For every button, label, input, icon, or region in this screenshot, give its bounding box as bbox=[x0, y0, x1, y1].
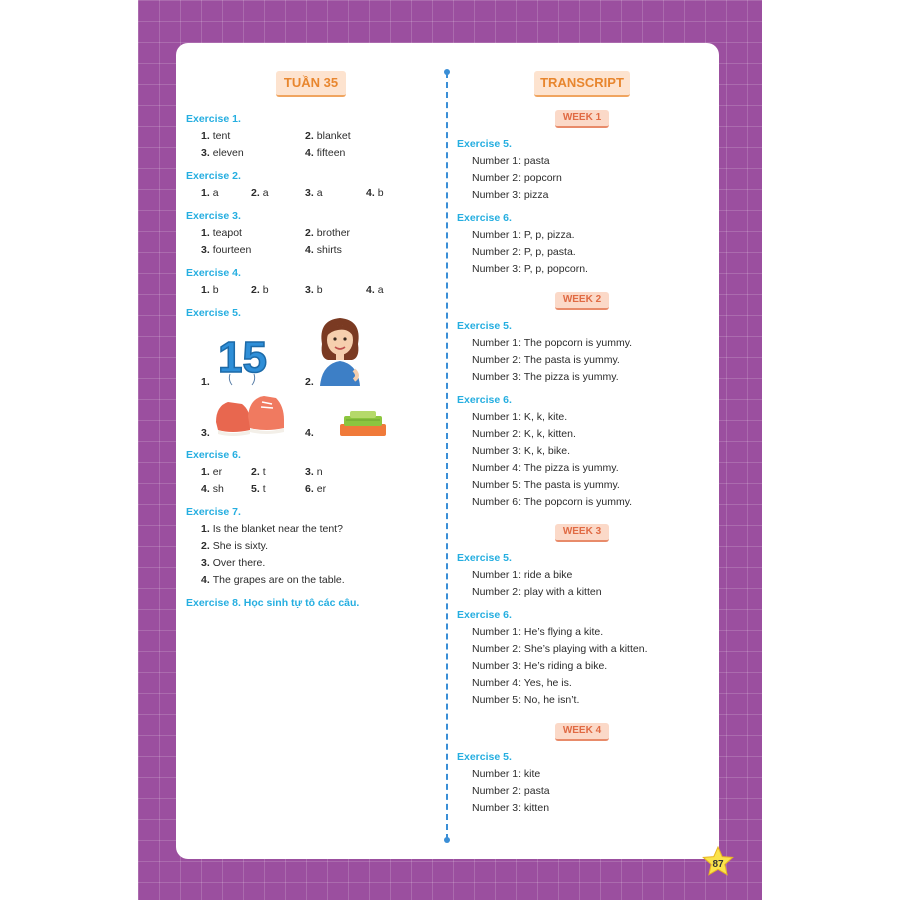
transcript-line: Number 1: kite bbox=[472, 768, 541, 780]
transcript-line: Number 3: pizza bbox=[472, 189, 549, 201]
answer-item: 2. a bbox=[251, 187, 269, 199]
week-tag: WEEK 2 bbox=[555, 292, 609, 310]
transcript-line: Number 1: P, p, pizza. bbox=[472, 229, 575, 241]
picture-number: 1. bbox=[201, 376, 210, 388]
transcript-line: Number 2: The pasta is yummy. bbox=[472, 354, 620, 366]
column-divider bbox=[446, 72, 448, 840]
answer-item: 1. er bbox=[201, 466, 223, 478]
answer-item: 2. She is sixty. bbox=[201, 540, 269, 552]
answer-item: 4. fifteen bbox=[305, 147, 346, 159]
folded-shirts-icon bbox=[336, 408, 390, 440]
transcript-line: Number 2: play with a kitten bbox=[472, 586, 602, 598]
answer-item: 4. The grapes are on the table. bbox=[201, 574, 345, 586]
picture-number: 4. bbox=[305, 427, 314, 439]
exercise-label: Exercise 1. bbox=[186, 113, 241, 125]
answer-item: 6. er bbox=[305, 483, 327, 495]
right-header: TRANSCRIPT bbox=[534, 71, 630, 97]
transcript-line: Number 6: The popcorn is yummy. bbox=[472, 496, 633, 508]
transcript-line: Number 1: The popcorn is yummy. bbox=[472, 337, 633, 349]
page-number: 87 bbox=[712, 859, 724, 870]
answer-item: 2. brother bbox=[305, 227, 351, 239]
week-tag: WEEK 3 bbox=[555, 524, 609, 542]
svg-text:15: 15 bbox=[218, 333, 267, 382]
answer-item: 4. a bbox=[366, 284, 384, 296]
exercise-label: Exercise 6. bbox=[457, 609, 512, 621]
transcript-line: Number 3: P, p, popcorn. bbox=[472, 263, 588, 275]
answer-item: 3. b bbox=[305, 284, 323, 296]
divider-bottom-dot bbox=[444, 837, 450, 843]
transcript-line: Number 2: popcorn bbox=[472, 172, 562, 184]
left-header: TUẦN 35 bbox=[276, 71, 346, 97]
answer-item: 4. sh bbox=[201, 483, 224, 495]
exercise-label: Exercise 5. bbox=[457, 751, 512, 763]
transcript-line: Number 3: kitten bbox=[472, 802, 550, 814]
transcript-line: Number 1: pasta bbox=[472, 155, 550, 167]
week-tag: WEEK 4 bbox=[555, 723, 609, 741]
number-balloon-icon bbox=[216, 332, 272, 386]
exercise-label: Exercise 8. Học sinh tự tô các câu. bbox=[186, 597, 360, 609]
exercise-label: Exercise 6. bbox=[186, 449, 241, 461]
exercise-label: Exercise 7. bbox=[186, 506, 241, 518]
transcript-line: Number 3: The pizza is yummy. bbox=[472, 371, 619, 383]
answer-item: 2. b bbox=[251, 284, 269, 296]
picture-number: 3. bbox=[201, 427, 210, 439]
answer-item: 4. b bbox=[366, 187, 384, 199]
transcript-line: Number 5: No, he isn’t. bbox=[472, 694, 580, 706]
girl-icon bbox=[314, 314, 366, 386]
exercise-label: Exercise 4. bbox=[186, 267, 241, 279]
answer-item: 3. Over there. bbox=[201, 557, 266, 569]
answer-item: 3. n bbox=[305, 466, 323, 478]
transcript-line: Number 2: K, k, kitten. bbox=[472, 428, 576, 440]
exercise-label: Exercise 6. bbox=[457, 394, 512, 406]
transcript-line: Number 4: The pizza is yummy. bbox=[472, 462, 619, 474]
transcript-line: Number 3: K, k, bike. bbox=[472, 445, 571, 457]
transcript-line: Number 2: She’s playing with a kitten. bbox=[472, 643, 648, 655]
transcript-line: Number 1: ride a bike bbox=[472, 569, 573, 581]
week-tag: WEEK 1 bbox=[555, 110, 609, 128]
transcript-line: Number 5: The pasta is yummy. bbox=[472, 479, 620, 491]
answer-item: 1. b bbox=[201, 284, 219, 296]
answer-item: 1. tent bbox=[201, 130, 231, 142]
answer-item: 1. Is the blanket near the tent? bbox=[201, 523, 343, 535]
exercise-label: Exercise 5. bbox=[457, 552, 512, 564]
shoes-icon bbox=[212, 392, 288, 440]
answer-item: 3. fourteen bbox=[201, 244, 252, 256]
exercise-label: Exercise 5. bbox=[457, 320, 512, 332]
divider-top-dot bbox=[444, 69, 450, 75]
transcript-line: Number 1: K, k, kite. bbox=[472, 411, 568, 423]
page-number-star-icon bbox=[702, 846, 734, 878]
transcript-line: Number 1: He’s flying a kite. bbox=[472, 626, 604, 638]
picture-number: 2. bbox=[305, 376, 314, 388]
answer-item: 5. t bbox=[251, 483, 266, 495]
exercise-label: Exercise 6. bbox=[457, 212, 512, 224]
answer-item: 2. blanket bbox=[305, 130, 351, 142]
answer-item: 1. a bbox=[201, 187, 219, 199]
answer-item: 1. teapot bbox=[201, 227, 242, 239]
transcript-line: Number 2: P, p, pasta. bbox=[472, 246, 576, 258]
answer-item: 4. shirts bbox=[305, 244, 342, 256]
transcript-line: Number 3: He’s riding a bike. bbox=[472, 660, 608, 672]
exercise-label: Exercise 2. bbox=[186, 170, 241, 182]
transcript-line: Number 2: pasta bbox=[472, 785, 550, 797]
answer-item: 2. t bbox=[251, 466, 266, 478]
exercise-label: Exercise 5. bbox=[457, 138, 512, 150]
transcript-line: Number 4: Yes, he is. bbox=[472, 677, 572, 689]
exercise-label: Exercise 3. bbox=[186, 210, 241, 222]
exercise-label: Exercise 5. bbox=[186, 307, 241, 319]
answer-item: 3. a bbox=[305, 187, 323, 199]
answer-item: 3. eleven bbox=[201, 147, 244, 159]
